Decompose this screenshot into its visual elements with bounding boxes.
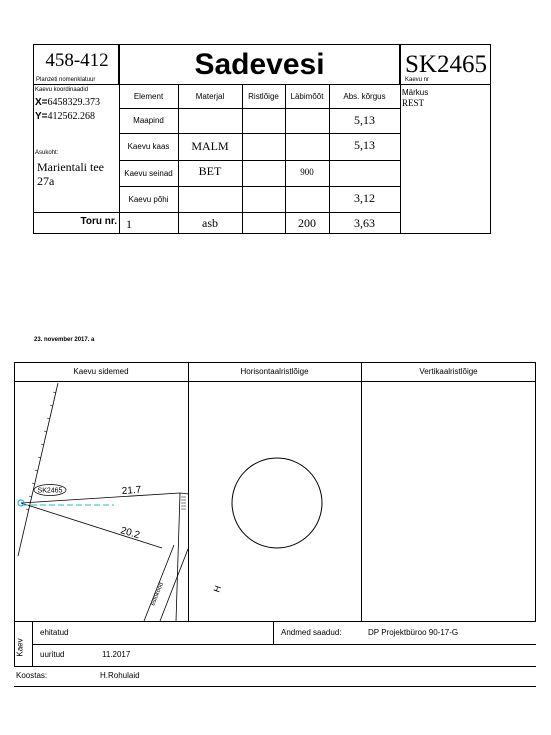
built-label: ehitatud [40,628,69,637]
row-material: MALM [191,139,229,153]
col-header-material: Materjal [195,92,225,101]
location-label: Asukoht: [35,150,59,156]
pipe-height: 3,63 [354,215,375,230]
location-line1: Marientali tee [37,160,104,174]
compiled-by-label: Koostas: [16,671,48,680]
surveyed-date: 11.2017 [102,650,131,659]
row-element: Maapind [133,116,164,125]
row-element: Kaevu põhi [128,194,169,204]
building-hatch [181,497,186,509]
surveyed-label: uuritud [40,650,65,659]
col-header-cross-section: Ristlõige [248,92,279,101]
location-address [37,160,104,188]
coord-x-value: 6458329.373 [47,97,101,108]
title-box [119,44,400,85]
ties-sketch [14,381,188,621]
panel-title-horizontal: Horisontaalristlõige [240,367,309,376]
pipe-diameter: 200 [298,215,316,230]
property-line [18,383,58,556]
row-height: 5,13 [354,137,375,152]
row-element: Kaevu kaas [127,142,170,151]
horizontal-section [189,381,361,621]
data-source-value: DP Projektbüroo 90-17-G [368,628,459,637]
data-source-label: Andmed saadud: [281,628,342,637]
tie-distance-1: 21.7 [121,484,142,497]
pipe-label: Toru nr. [80,216,117,227]
note-value: REST [402,98,425,108]
road-name: estokood [150,581,165,607]
coordinates-block [35,87,119,122]
col-header-element: Element [133,92,164,101]
footer-block [14,622,536,688]
panel-title-vertical: Vertikaalristlõige [419,367,478,376]
row-height: 3,12 [354,190,375,205]
well-card [33,44,491,234]
tie-line-2 [21,503,162,548]
coord-y [35,111,119,122]
coordinates-label: Kaevu koordinaadid [35,87,89,93]
footer-side-label: Kaev [15,638,25,657]
compiled-by-value: H.Rohulaid [100,671,140,680]
pipe-material: asb [202,215,218,230]
building-edge-top [180,493,188,494]
coord-x-label: X= [35,97,48,108]
coord-y-label: Y= [35,111,48,122]
row-material: BET [198,163,222,178]
location-line2: 27a [37,174,55,188]
well-number-box [400,44,491,85]
col-header-diameter: Läbimõõt [290,92,324,101]
coord-x [35,97,119,108]
col-header-abs-height: Abs. kõrgus [343,92,386,101]
drawing-panels [14,362,536,622]
well-number: SK2465 [405,51,487,78]
h-marker: H [211,584,224,594]
well-label-text: SK2465 [37,487,63,495]
map-sheet-box [33,44,119,85]
row-height: 5,13 [354,113,375,127]
tie-distance-2: 20.2 [119,525,141,542]
row-diameter: 900 [300,167,314,177]
building-edge [176,493,180,621]
well-cross-section-circle [232,458,322,548]
page-title: Sadevesi [194,47,325,81]
coord-y-value: 412562.268 [47,111,96,122]
map-sheet-label: Planzeti nomenklatuur [36,77,96,83]
col-header-note: Märkus [402,88,429,97]
panel-title-ties: Kaevu sidemed [73,367,129,376]
map-sheet-number: 458-412 [45,50,109,71]
well-number-label: Kaevu nr [405,77,430,83]
row-element: Kaevu seinad [124,168,173,178]
document-date: 23. november 2017. a [34,337,95,343]
pipe-number: 1 [126,217,132,231]
